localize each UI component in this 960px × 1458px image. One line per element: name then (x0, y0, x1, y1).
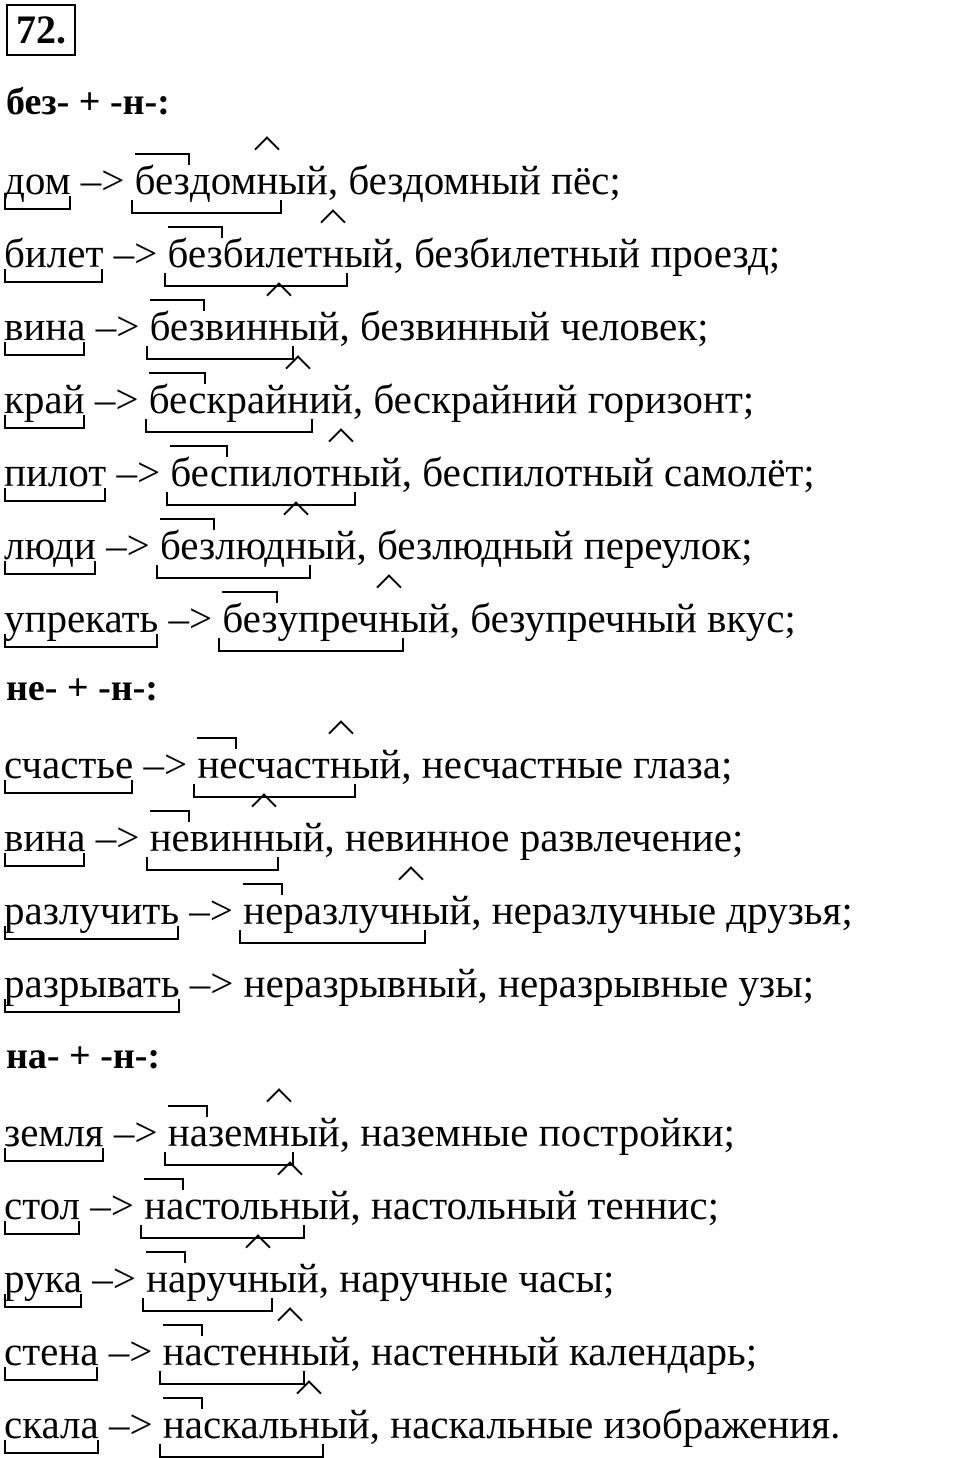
source-word: счастье (4, 741, 134, 787)
suffix: н (278, 1182, 301, 1228)
suffix: н (268, 303, 290, 349)
arrow: –> (133, 741, 198, 787)
source-word: билет (4, 230, 104, 276)
derived-word (160, 521, 307, 569)
root-part: дом (189, 157, 257, 203)
source-word: вина (4, 814, 86, 860)
root-part: люд (215, 522, 286, 568)
exercise-number: 72. (6, 4, 76, 56)
source-word: разрывать (4, 960, 180, 1006)
group-heading: не- + -н-: (6, 667, 158, 709)
example-phrase: , настольный теннис; (350, 1182, 719, 1228)
ending: ый (344, 230, 394, 276)
example-phrase: , бездомный пёс; (327, 157, 621, 203)
prefix: на (162, 1328, 203, 1374)
arrow: –> (98, 1328, 163, 1374)
source-word: рука (4, 1255, 82, 1301)
root-part: скаль (202, 1401, 299, 1447)
suffix: н (322, 230, 345, 276)
derived-word: неразрывный (243, 960, 478, 1006)
root-part: столь (184, 1182, 279, 1228)
derived-word (150, 302, 290, 350)
word-formation-line (4, 740, 732, 788)
arrow: –> (81, 1255, 147, 1301)
example-phrase: , неразлучные друзья; (471, 887, 853, 933)
example-phrase: , наземные постройки; (339, 1109, 735, 1155)
ending: ый (290, 303, 340, 349)
suffix: н (329, 741, 352, 787)
derived-word (144, 1181, 301, 1229)
prefix: бес (170, 449, 229, 495)
word-formation-line (4, 886, 853, 934)
arrow: –> (179, 887, 244, 933)
derived-word (243, 886, 422, 934)
word-formation-line (4, 1400, 840, 1448)
prefix: без (222, 595, 278, 641)
source-word: край (4, 376, 85, 422)
word-formation-line (4, 1254, 614, 1302)
derived-word (163, 1327, 301, 1375)
derived-word (197, 740, 351, 788)
word-formation-line (4, 229, 780, 277)
prefix: бес (148, 376, 207, 422)
word-formation-line (4, 1181, 719, 1229)
example-phrase: , наручные часы; (318, 1255, 615, 1301)
suffix: н (247, 1255, 270, 1301)
word-formation-line (4, 594, 796, 642)
arrow: –> (106, 449, 171, 495)
ending: ий (308, 376, 353, 422)
ending: ый (300, 1182, 351, 1228)
source-word: дом (4, 157, 71, 203)
source-word: стол (4, 1182, 80, 1228)
root-part: билет (222, 230, 323, 276)
source-word: пилот (4, 449, 107, 495)
word-formation-line (4, 156, 621, 204)
suffix: н (278, 1328, 301, 1374)
arrow: –> (85, 303, 150, 349)
derived-word (146, 1254, 269, 1302)
arrow: –> (98, 1401, 163, 1447)
suffix: н (268, 1109, 291, 1155)
arrow: –> (103, 1109, 168, 1155)
group-heading: без- + -н-: (6, 81, 170, 123)
word-formation-line (4, 1108, 735, 1156)
prefix: не (197, 741, 238, 787)
source-word: земля (4, 1109, 104, 1155)
prefix: на (146, 1255, 187, 1301)
arrow: –> (70, 157, 135, 203)
prefix: на (144, 1182, 185, 1228)
root-part: край (206, 376, 287, 422)
prefix: без (167, 230, 223, 276)
example-phrase: , невинное развлечение; (324, 814, 744, 860)
ending: ый (306, 522, 357, 568)
prefix: не (243, 887, 284, 933)
root-part: счаст (237, 741, 330, 787)
root-part: руч (186, 1255, 248, 1301)
prefix: не (149, 814, 190, 860)
suffix: н (399, 887, 422, 933)
word-formation-line (4, 302, 709, 350)
arrow: –> (158, 595, 223, 641)
suffix: н (252, 814, 275, 860)
prefix: без (159, 522, 216, 568)
root-part: зем (207, 1109, 269, 1155)
word-formation-line (4, 813, 743, 861)
group-heading: на- + -н-: (6, 1035, 161, 1077)
arrow: –> (80, 1182, 145, 1228)
derived-word (135, 156, 279, 204)
example-phrase: , настенный календарь; (350, 1328, 758, 1374)
suffix: н (330, 449, 353, 495)
example-phrase: , безупречный вкус; (449, 595, 796, 641)
word-formation-line (4, 1327, 757, 1375)
example-phrase: , наскальные изображения. (369, 1401, 841, 1447)
source-word: упрекать (4, 595, 159, 641)
example-phrase: , безбилетный проезд; (393, 230, 781, 276)
source-word: стена (4, 1328, 99, 1374)
arrow: –> (103, 230, 168, 276)
derived-word (163, 1400, 320, 1448)
root-part: вин (189, 814, 253, 860)
source-word: вина (4, 303, 86, 349)
suffix: н (285, 522, 307, 568)
source-word: разлучить (4, 887, 180, 933)
suffix: н (287, 376, 309, 422)
root-part: разлуч (283, 887, 400, 933)
ending: ый (300, 1328, 351, 1374)
ending: ый (278, 157, 328, 203)
word-formation-line (4, 521, 753, 569)
suffix: н (378, 595, 401, 641)
word-formation-line (4, 959, 814, 1007)
derived-word (170, 448, 352, 496)
example-phrase: , неразрывные узы; (477, 960, 815, 1006)
derived-word (149, 375, 309, 423)
derived-word (150, 813, 275, 861)
derived-word (168, 229, 345, 277)
root-part: вин (204, 303, 269, 349)
ending: ый (352, 449, 402, 495)
ending: ый (269, 1255, 319, 1301)
example-phrase: , безвинный человек; (339, 303, 709, 349)
derived-word (222, 594, 400, 642)
example-phrase: , беспилотный самолёт; (401, 449, 815, 495)
source-word: люди (4, 522, 96, 568)
example-phrase: , безлюдный переулок; (356, 522, 753, 568)
root-part: пилот (228, 449, 331, 495)
arrow: –> (95, 522, 160, 568)
root-part: стен (202, 1328, 279, 1374)
ending: ый (320, 1401, 370, 1447)
suffix: н (256, 157, 279, 203)
ending: ый (351, 741, 402, 787)
arrow: –> (85, 814, 150, 860)
example-phrase: , бескрайний горизонт; (352, 376, 755, 422)
ending: ый (274, 814, 325, 860)
example-phrase: , несчастные глаза; (401, 741, 733, 787)
prefix: без (149, 303, 205, 349)
ending: ый (290, 1109, 340, 1155)
prefix: на (167, 1109, 208, 1155)
suffix: н (298, 1401, 321, 1447)
prefix: без (134, 157, 190, 203)
ending: ый (400, 595, 450, 641)
word-formation-line (4, 375, 754, 423)
arrow: –> (179, 960, 244, 1006)
arrow: –> (84, 376, 149, 422)
prefix: на (162, 1401, 203, 1447)
derived-word (168, 1108, 290, 1156)
ending: ый (421, 887, 472, 933)
word-formation-line (4, 448, 815, 496)
root-part: упреч (277, 595, 379, 641)
source-word: скала (4, 1401, 99, 1447)
